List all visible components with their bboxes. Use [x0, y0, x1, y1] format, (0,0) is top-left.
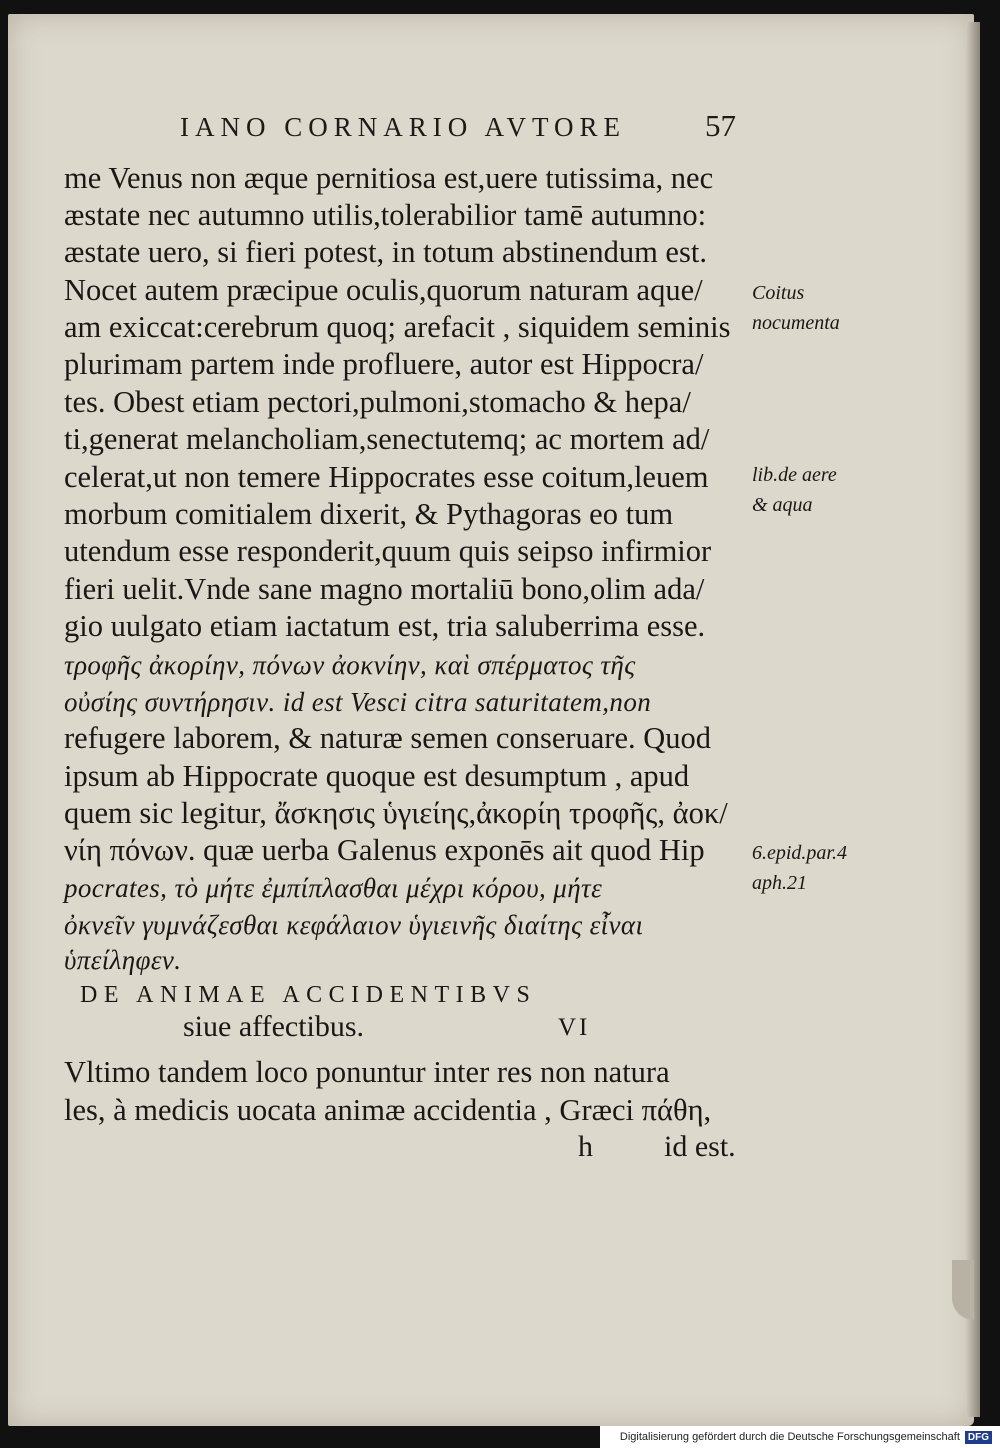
section-subheading: siue affectibus.: [183, 1010, 365, 1043]
margin-note-aere: [752, 460, 837, 520]
running-head: IANO CORNARIO AVTORE: [180, 112, 627, 142]
text-line: ti,generat melancholiam,senectutemq; ac mortem ad/: [64, 422, 710, 456]
text-line: fieri uelit.Vnde sane magno mortaliū bono,olim ada/: [64, 572, 705, 606]
text-line: tes. Obest etiam pectori,pulmoni,stomacho & hepa/: [64, 385, 691, 419]
section-heading: DE ANIMAE ACCIDENTIBVS: [80, 982, 537, 1008]
catchword: id est.: [664, 1130, 736, 1163]
signature-mark: h: [578, 1130, 593, 1163]
margin-note-line: & aqua: [752, 494, 813, 516]
text-line: refugere laborem, & naturæ semen conseruare. Quod: [64, 721, 712, 755]
text-line: νίη πόνων. quæ uerba Galenus exponēs ait quod Hip: [64, 833, 705, 867]
text-line: æstate nec autumno utilis,tolerabilior tamē autumno:: [64, 198, 707, 232]
text-line: Vltimo tandem loco ponuntur inter res non natura: [64, 1055, 670, 1089]
greek-text-line: ὀκνεῖν γυμνάζεσθαι κεφάλαιον ὑγιεινῆς διαίτης εἶναι: [64, 910, 644, 940]
margin-note-line: 6.epid.par.4: [752, 842, 847, 864]
page-corner-fold: [952, 1260, 974, 1320]
text-line: gio uulgato etiam iactatum est, tria saluberrima esse.: [64, 609, 706, 643]
greek-text-line: ὑπείληφεν.: [64, 945, 182, 975]
text-line: utendum esse responderit,quum quis seipso infirmior: [64, 534, 712, 568]
margin-note-line: nocumenta: [752, 312, 840, 334]
greek-text-line: τροφῆς ἀκορίην, πόνων ἀοκνίην, καὶ σπέρματος τῆς: [64, 650, 636, 680]
text-line: celerat,ut non temere Hippocrates esse coitum,leuem: [64, 460, 709, 494]
margin-note-coitus: [752, 278, 840, 338]
margin-note-epid: [752, 838, 847, 898]
footer-text: Digitalisierung gefördert durch die Deutsche Forschungsgemeinschaft: [619, 1431, 960, 1443]
footer-banner: [600, 1426, 1000, 1448]
text-line: plurimam partem inde profluere, autor est Hippocra/: [64, 347, 704, 381]
margin-note-line: lib.de aere: [752, 464, 837, 486]
chapter-number: VI: [558, 1014, 591, 1041]
text-line: quem sic legitur, ἄσκησις ὑγιείης,ἀκορίη τροφῆς, ἀοκ/: [64, 796, 728, 830]
text-line: am exiccat:cerebrum quoq; arefacit , siquidem seminis: [64, 310, 731, 344]
greek-text-line: pocrates, τὸ μήτε ἐμπίπλασθαι μέχρι κόρου, μήτε: [64, 873, 603, 903]
greek-text-line: οὐσίης συντήρησιν. id est Vesci citra saturitatem,non: [64, 687, 652, 717]
page-number: 57: [705, 108, 736, 143]
text-line: me Venus non æque pernitiosa est,uere tutissima, nec: [64, 161, 714, 195]
dfg-logo: DFG: [965, 1431, 992, 1444]
page-edge: [966, 22, 980, 1417]
text-line: morbum comitialem dixerit, & Pythagoras eo tum: [64, 497, 674, 531]
text-line: ipsum ab Hippocrate quoque est desumptum , apud: [64, 759, 690, 793]
text-line: Nocet autem præcipue oculis,quorum naturam aque/: [64, 273, 703, 307]
margin-note-line: aph.21: [752, 872, 807, 894]
margin-note-line: Coitus: [752, 282, 805, 304]
text-line: æstate uero, si fieri potest, in totum abstinendum est.: [64, 235, 707, 269]
text-line: les, à medicis uocata animæ accidentia , Græci πάθη,: [64, 1093, 712, 1127]
